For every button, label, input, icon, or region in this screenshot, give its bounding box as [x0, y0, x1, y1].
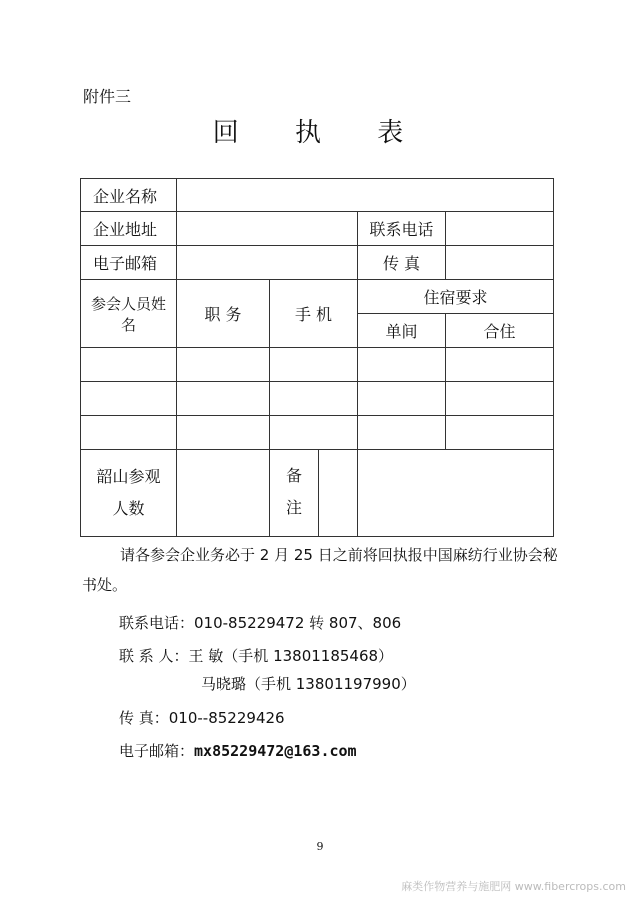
fax-label: 传 真	[358, 246, 446, 280]
single-room-cell[interactable]	[358, 416, 446, 450]
company-name-field[interactable]	[177, 179, 554, 212]
mobile-header: 手 机	[270, 280, 358, 348]
position-cell[interactable]	[177, 348, 270, 382]
email-label: 电子邮箱	[81, 246, 177, 280]
page-title: 回 执 表	[212, 118, 428, 148]
shared-room-cell[interactable]	[446, 382, 554, 416]
email-address: mx85229472@163.com	[194, 742, 357, 760]
phone-label: 联系电话	[358, 212, 446, 246]
attendee-name-cell[interactable]	[81, 348, 177, 382]
submission-note: 请各参会企业务必于 2 月 25 日之前将回执报中国麻纺行业协会秘书处。	[82, 546, 558, 594]
shaoshan-visit-label-line2: 人数	[112, 499, 145, 518]
fax-field[interactable]	[446, 246, 554, 280]
contact-person-2: 马晓璐（手机 13801197990）	[201, 675, 416, 693]
mobile-cell[interactable]	[270, 348, 358, 382]
attendee-name-cell[interactable]	[81, 416, 177, 450]
shaoshan-visit-count-field[interactable]	[177, 450, 270, 537]
position-header: 职 务	[177, 280, 270, 348]
email-prefix: 电子邮箱：	[119, 742, 195, 760]
single-room-cell[interactable]	[358, 382, 446, 416]
remark-label-line1: 备	[285, 466, 302, 485]
remark-container	[270, 450, 358, 537]
company-name-label: 企业名称	[81, 179, 177, 212]
shaoshan-visit-label	[81, 450, 177, 537]
contact-person-1: 联 系 人：王 敏（手机 13801185468）	[119, 647, 394, 665]
shared-room-cell[interactable]	[446, 416, 554, 450]
fax-line: 传 真：010--85229426	[119, 709, 285, 727]
shared-room-cell[interactable]	[446, 348, 554, 382]
single-room-cell[interactable]	[358, 348, 446, 382]
reply-form-table	[80, 178, 554, 537]
mobile-cell[interactable]	[270, 416, 358, 450]
attendee-name-cell[interactable]	[81, 382, 177, 416]
remark-field-part	[319, 450, 357, 536]
company-address-label: 企业地址	[81, 212, 177, 246]
lodging-header: 住宿要求	[358, 280, 554, 314]
email-line	[119, 740, 357, 761]
table-row	[81, 382, 554, 416]
phone-field[interactable]	[446, 212, 554, 246]
attachment-label: 附件三	[83, 87, 132, 106]
position-cell[interactable]	[177, 416, 270, 450]
remark-field[interactable]	[358, 450, 554, 537]
remark-label-line2: 注	[285, 498, 302, 517]
table-row	[81, 416, 554, 450]
attendee-name-header: 参会人员姓名	[81, 280, 177, 348]
shaoshan-visit-label-line1: 韶山参观	[96, 467, 161, 486]
table-row	[81, 348, 554, 382]
shared-room-header: 合住	[446, 314, 554, 348]
page-number: 9	[316, 840, 324, 853]
company-address-field[interactable]	[177, 212, 358, 246]
mobile-cell[interactable]	[270, 382, 358, 416]
email-field[interactable]	[177, 246, 358, 280]
watermark: 麻类作物营养与施肥网 www.fibercrops.com	[401, 880, 626, 893]
remark-label	[270, 450, 319, 536]
position-cell[interactable]	[177, 382, 270, 416]
contact-phone: 联系电话：010-85229472 转 807、806	[119, 614, 402, 632]
single-room-header: 单间	[358, 314, 446, 348]
